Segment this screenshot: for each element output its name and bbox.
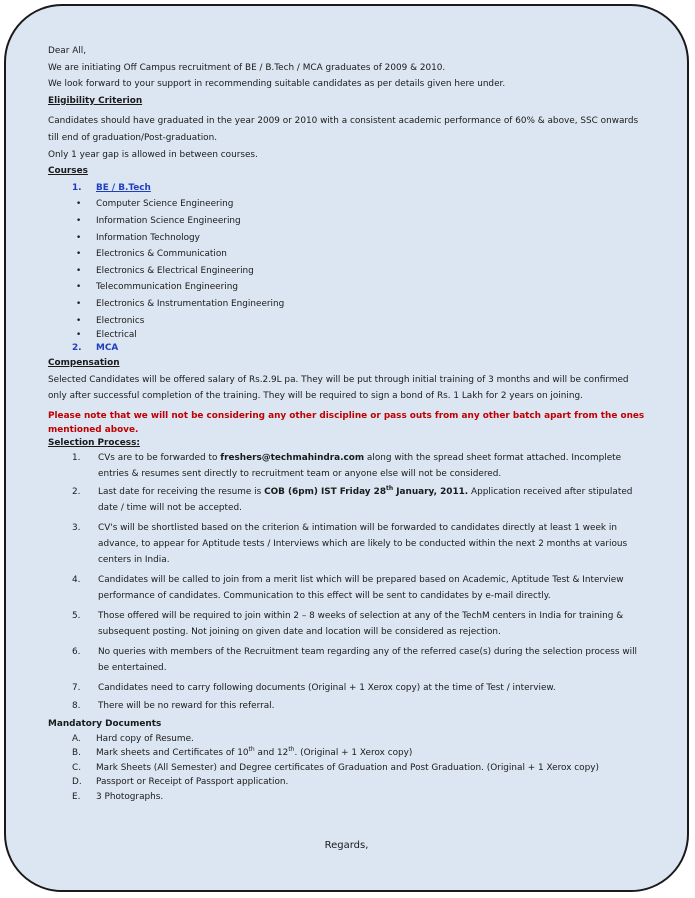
letter-card bbox=[4, 4, 689, 892]
selection-step: 6. No queries with members of the Recruitment team regarding any of the referred case(s) during the selection process will be entertained. bbox=[72, 646, 637, 673]
selection-step: 7. Candidates need to carry following documents (Original + 1 Xerox copy) at the time of Test / interview. bbox=[72, 682, 556, 693]
branch-item: • Electronics & Instrumentation Engineering bbox=[76, 298, 285, 309]
document-item: D. Passport or Receipt of Passport application. bbox=[72, 777, 289, 788]
branch-item: • Telecommunication Engineering bbox=[76, 282, 239, 293]
course-label: BE / B.Tech bbox=[96, 182, 151, 193]
regards-line: Regards, bbox=[6, 838, 687, 870]
selection-step: 4. Candidates will be called to join from a merit list which will be prepared based on Academic, Aptitude Test & Interview performance of candidates. Communication to this effect will be sent to candidates by e-mail directly. bbox=[72, 574, 624, 601]
course-item-be bbox=[48, 180, 648, 197]
branch-item: • Information Science Engineering bbox=[76, 215, 241, 226]
selection-step: 5. Those offered will be required to join within 2 – 8 weeks of selection at any of the TechM centers in India for training & subsequent posting. Not joining on given date and location will be considered as rejection. bbox=[72, 610, 624, 637]
documents-heading: Mandatory Documents bbox=[48, 719, 162, 730]
discipline-note: Please note that we will not be considering any other discipline or pass outs from any other batch apart from the ones mentioned above. bbox=[48, 410, 645, 435]
branch-item: • Electronics & Electrical Engineering bbox=[76, 265, 254, 276]
eligibility-text: Candidates should have graduated in the year 2009 or 2010 with a consistent academic performance of 60% & above, SSC onwards till end of graduation/Post-graduation. bbox=[48, 116, 639, 143]
branch-item: • Information Technology bbox=[76, 232, 200, 243]
selection-heading: Selection Process: bbox=[48, 437, 140, 448]
documents-list bbox=[48, 732, 648, 805]
branch-item: • Computer Science Engineering bbox=[76, 199, 234, 210]
selection-step: 1. CVs are to be forwarded to freshers@techmahindra.com along with the spread sheet format attached. Incomplete entries & resumes sent directly to recruitment team or anyone else will not be considered. bbox=[72, 452, 622, 479]
document-item: A. Hard copy of Resume. bbox=[72, 733, 194, 744]
selection-step: 8. There will be no reward for this referral. bbox=[72, 701, 275, 712]
intro-line-1: We are initiating Off Campus recruitment of BE / B.Tech / MCA graduates of 2009 & 2010. bbox=[48, 62, 446, 73]
branch-item: • Electrical bbox=[76, 330, 137, 341]
letter-body bbox=[48, 43, 648, 804]
branch-item: • Electronics & Communication bbox=[76, 249, 227, 260]
gap-rule: Only 1 year gap is allowed in between courses. bbox=[48, 149, 258, 160]
document-item: C. Mark Sheets (All Semester) and Degree certificates of Graduation and Post Graduation. (Original + 1 Xerox copy) bbox=[72, 762, 599, 773]
eligibility-heading: Eligibility Criterion bbox=[48, 95, 143, 106]
compensation-text: Selected Candidates will be offered salary of Rs.2.9L pa. They will be put through initial training of 3 months and will be confirmed only after successful completion of the training. They will be required to sign a bond of Rs. 1 Lakh for 2 years on joining. bbox=[48, 374, 629, 402]
selection-step: 2. Last date for receiving the resume is COB (6pm) IST Friday 28th January, 2011. Application received after stipulated date / time will not be accepted. bbox=[72, 484, 633, 513]
document-item: B. Mark sheets and Certificates of 10th and 12th. (Original + 1 Xerox copy) bbox=[72, 746, 413, 759]
text-cutoff-mask bbox=[6, 857, 687, 892]
course-number: 1. bbox=[72, 182, 82, 193]
course-item-mca bbox=[48, 342, 648, 355]
email-address: freshers@techmahindra.com bbox=[220, 452, 365, 463]
selection-list bbox=[48, 450, 648, 715]
course-label: MCA bbox=[96, 343, 119, 354]
document-item: E. 3 Photographs. bbox=[72, 791, 164, 802]
greeting: Dear All, bbox=[48, 46, 87, 56]
branch-list bbox=[48, 196, 648, 342]
intro-line-2: We look forward to your support in recommending suitable candidates as per details given here under. bbox=[48, 79, 506, 90]
branch-item: • Electronics bbox=[76, 315, 145, 326]
course-number: 2. bbox=[72, 343, 82, 354]
selection-step: 3. CV's will be shortlisted based on the criterion & intimation will be forwarded to candidates directly at least 1 week in advance, to appear for Aptitude tests / Interviews which are likely to be conducted within the next 2 months at various centers in India. bbox=[72, 522, 628, 565]
compensation-heading: Compensation bbox=[48, 358, 120, 369]
courses-heading: Courses bbox=[48, 166, 88, 177]
